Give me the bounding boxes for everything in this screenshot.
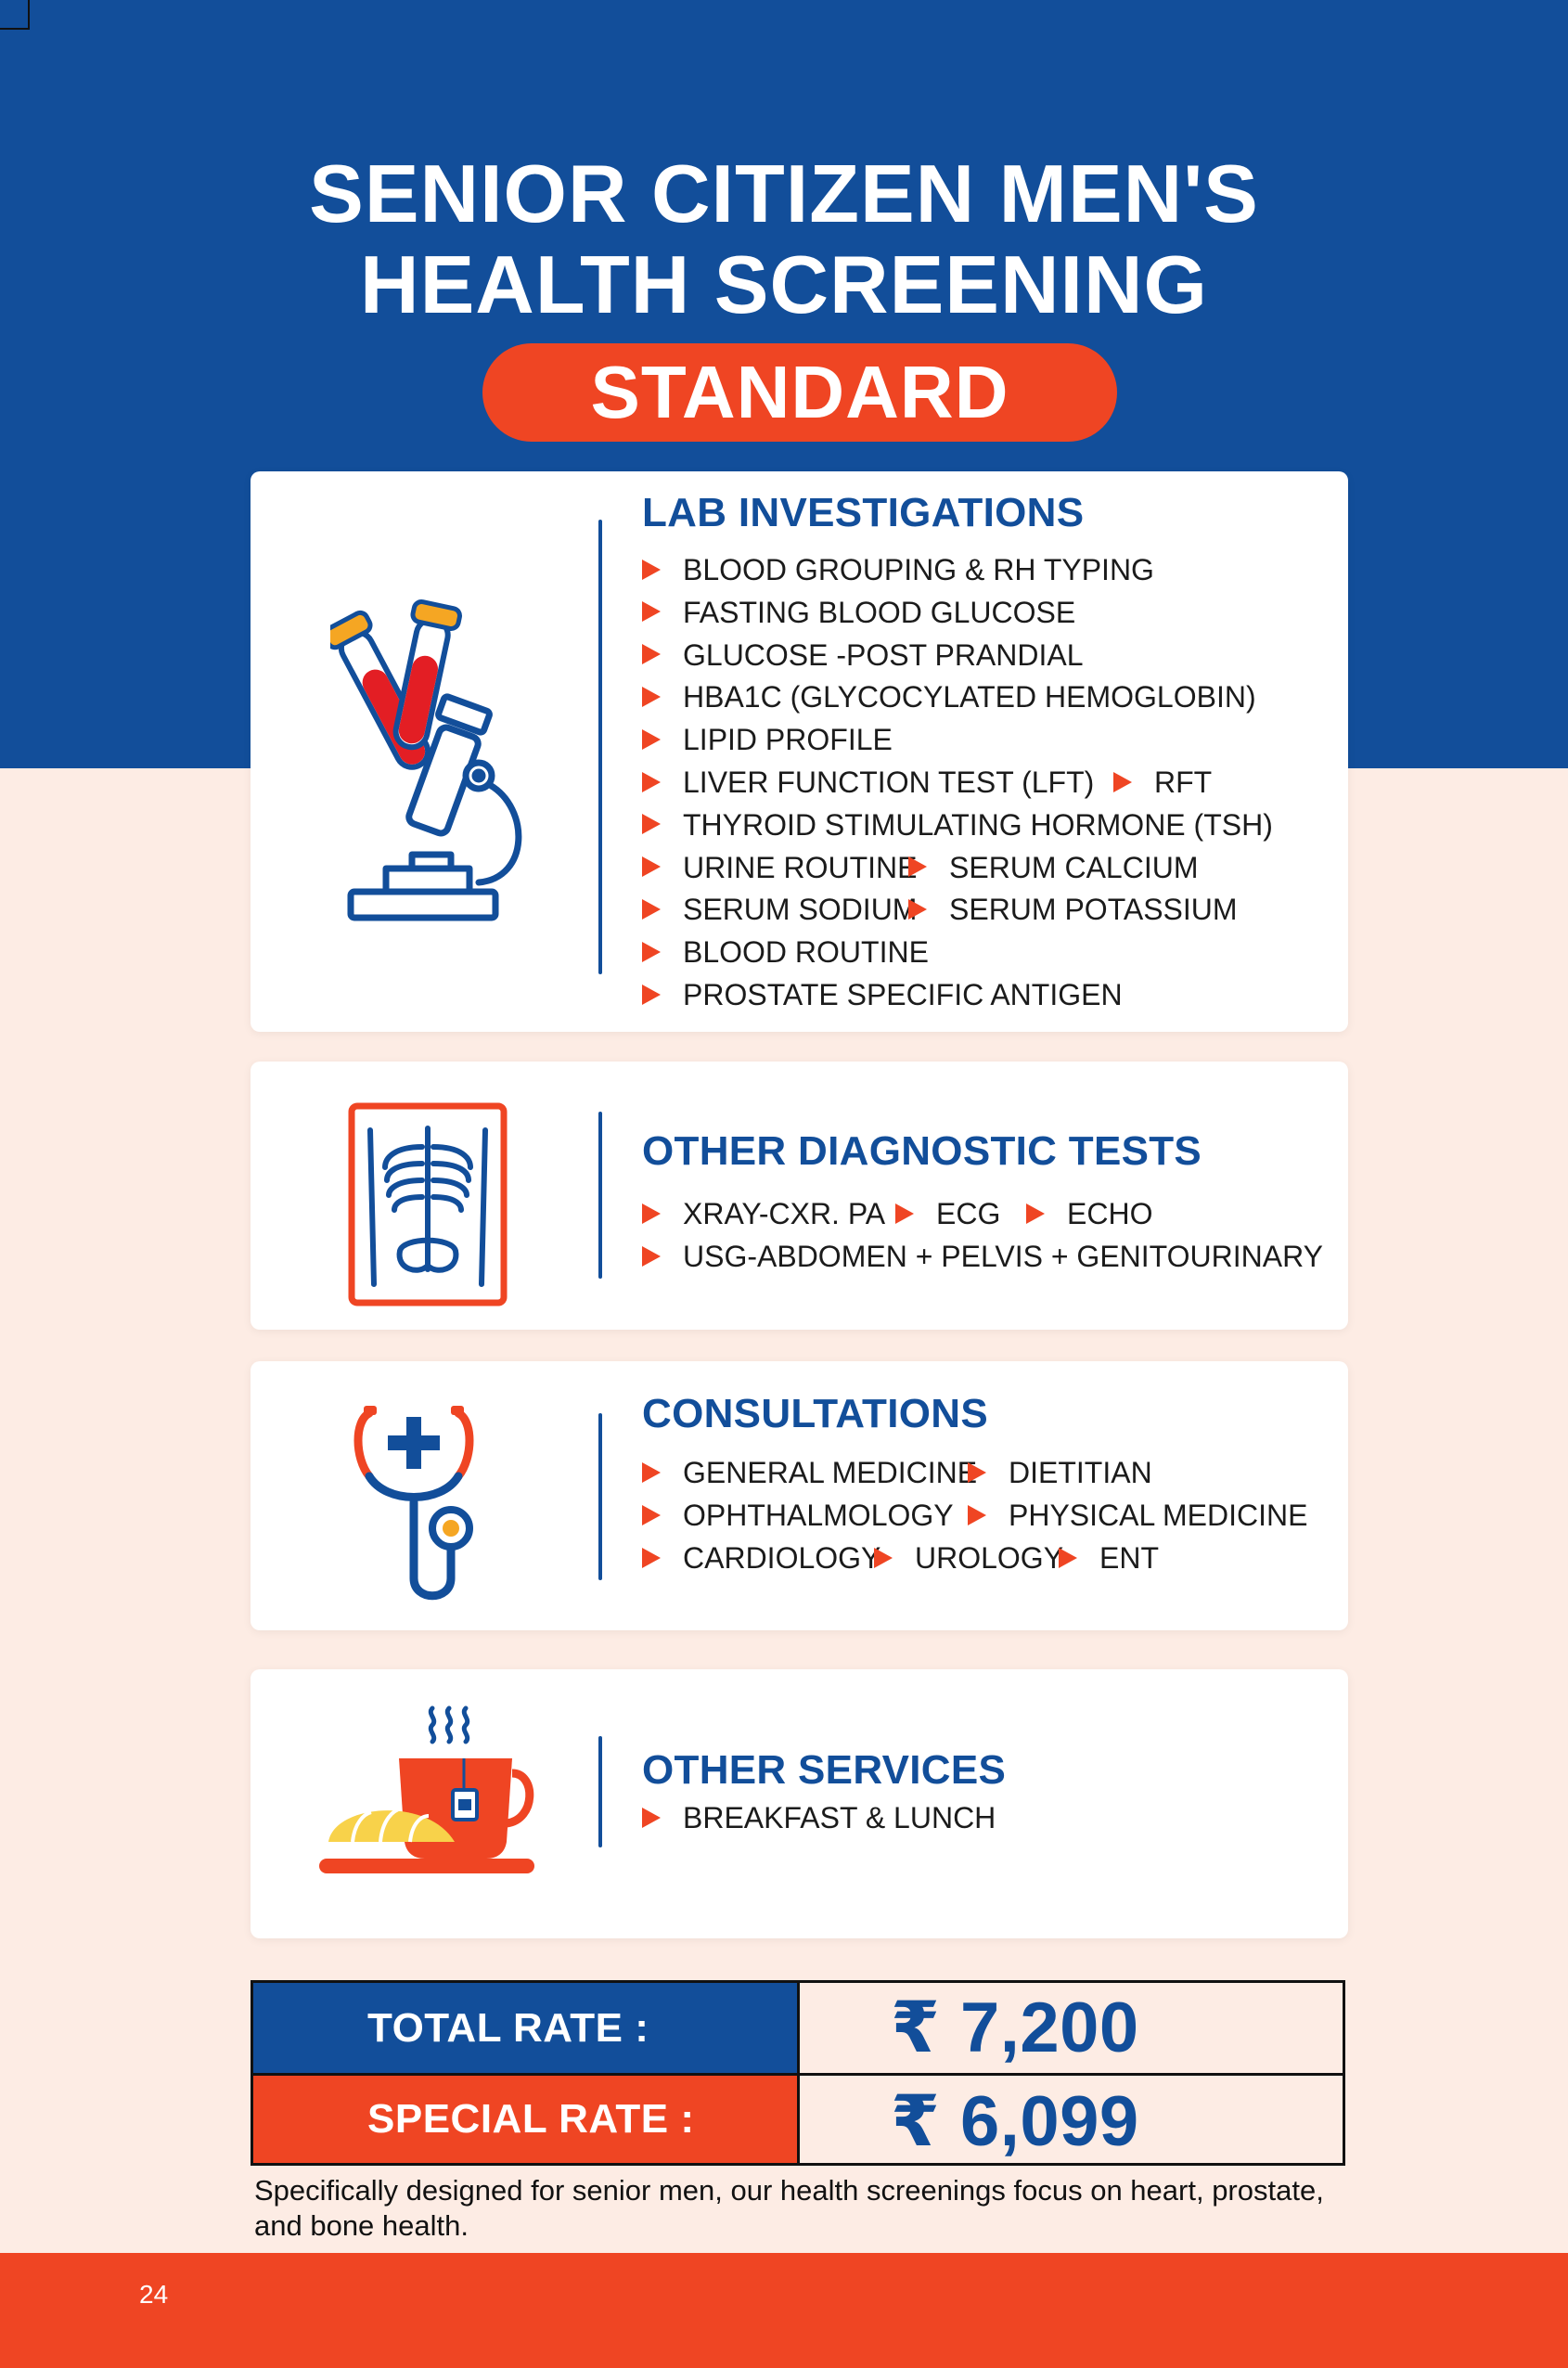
list-item <box>642 1454 977 1491</box>
list-row <box>642 891 1310 928</box>
list-item <box>895 1195 1000 1232</box>
list-row <box>642 637 1310 674</box>
stethoscope-icon <box>349 1393 497 1606</box>
list-row <box>642 678 1310 715</box>
bullet-triangle-icon <box>642 772 661 792</box>
list-item <box>642 1799 996 1836</box>
list-item-label: URINE ROUTINE <box>683 850 918 884</box>
bullet-triangle-icon <box>968 1462 986 1483</box>
list-item <box>642 1238 1323 1275</box>
list-item-label: DIETITIAN <box>1009 1456 1152 1489</box>
bullet-triangle-icon <box>642 856 661 877</box>
total-rate-value: ₹ 7,200 <box>797 1983 1343 2073</box>
diagnostic-heading: OTHER DIAGNOSTIC TESTS <box>642 1128 1202 1174</box>
footer-band <box>0 2253 1568 2368</box>
bullet-triangle-icon <box>642 1548 661 1568</box>
special-rate-value: ₹ 6,099 <box>797 2076 1343 2163</box>
list-row <box>642 1799 1310 1836</box>
list-row <box>642 721 1310 758</box>
list-item <box>1113 764 1212 801</box>
bullet-triangle-icon <box>642 687 661 707</box>
bullet-triangle-icon <box>874 1548 893 1568</box>
list-row <box>642 1539 1310 1577</box>
list-item <box>908 891 1238 928</box>
bullet-triangle-icon <box>642 1246 661 1267</box>
diagnostic-tests-card <box>251 1062 1348 1330</box>
section-divider <box>598 520 602 974</box>
bullet-triangle-icon <box>642 985 661 1005</box>
list-row <box>642 594 1310 631</box>
list-item-label: SERUM SODIUM <box>683 893 918 927</box>
list-item <box>908 849 1198 886</box>
list-item-label: PHYSICAL MEDICINE <box>1009 1499 1308 1532</box>
list-item <box>642 551 1154 588</box>
list-item-label: OPHTHALMOLOGY <box>683 1499 954 1532</box>
xray-skeleton-icon <box>348 1102 508 1306</box>
description-note: Specifically designed for senior men, our health screenings focus on heart, prostate, and bone health. <box>254 2174 1324 2242</box>
breakfast-tea-icon <box>315 1703 538 1888</box>
section-divider <box>598 1413 602 1580</box>
list-item-label: ECHO <box>1067 1197 1153 1230</box>
bullet-triangle-icon <box>908 856 927 877</box>
list-item-label: SERUM CALCIUM <box>949 850 1199 884</box>
bullet-triangle-icon <box>895 1203 914 1224</box>
lab-investigations-card <box>251 471 1348 1032</box>
rate-table <box>251 1980 1345 2166</box>
bullet-triangle-icon <box>968 1505 986 1525</box>
services-heading: OTHER SERVICES <box>642 1747 1007 1793</box>
list-item <box>968 1497 1307 1534</box>
crop-mark-top <box>0 0 30 30</box>
bullet-triangle-icon <box>642 814 661 834</box>
list-item-label: PROSTATE SPECIFIC ANTIGEN <box>683 978 1123 1011</box>
list-item-label: BREAKFAST & LUNCH <box>683 1801 996 1834</box>
list-item <box>642 637 1084 674</box>
bullet-triangle-icon <box>1113 772 1132 792</box>
other-services-card <box>251 1669 1348 1938</box>
bullet-triangle-icon <box>642 644 661 664</box>
list-item <box>1059 1539 1159 1577</box>
list-item-label: BLOOD GROUPING & RH TYPING <box>683 553 1154 586</box>
microscope-test-tubes-icon <box>330 599 534 933</box>
list-item-label: RFT <box>1154 766 1213 799</box>
list-row <box>642 1195 1310 1232</box>
consultations-card <box>251 1361 1348 1630</box>
list-item <box>642 806 1273 843</box>
list-row <box>642 1497 1310 1534</box>
title-line-1: SENIOR CITIZEN MEN'S <box>309 148 1259 239</box>
list-row <box>642 1454 1310 1491</box>
section-divider <box>598 1112 602 1279</box>
page-title <box>0 148 1568 330</box>
list-item-label: USG-ABDOMEN + PELVIS + GENITOURINARY <box>683 1240 1323 1273</box>
list-item <box>642 933 929 971</box>
list-item <box>642 678 1256 715</box>
list-item-label: SERUM POTASSIUM <box>949 893 1238 927</box>
bullet-triangle-icon <box>642 942 661 962</box>
list-row <box>642 764 1310 801</box>
list-item <box>642 891 917 928</box>
bullet-triangle-icon <box>642 1462 661 1483</box>
list-item <box>874 1539 1063 1577</box>
bullet-triangle-icon <box>908 899 927 920</box>
list-item-label: THYROID STIMULATING HORMONE (TSH) <box>683 807 1273 842</box>
title-line-2: HEALTH SCREENING <box>360 238 1208 330</box>
list-item-label: ENT <box>1099 1541 1159 1575</box>
list-item-label: HBA1C (GLYCOCYLATED HEMOGLOBIN) <box>683 680 1256 714</box>
bullet-triangle-icon <box>642 1203 661 1224</box>
list-item <box>642 1539 880 1577</box>
list-item-label: LIPID PROFILE <box>683 723 893 757</box>
list-item <box>642 594 1075 631</box>
list-item <box>642 849 917 886</box>
bullet-triangle-icon <box>1026 1203 1045 1224</box>
package-badge: STANDARD <box>482 343 1117 442</box>
list-item <box>642 764 1094 801</box>
list-item-label: ECG <box>936 1197 1001 1230</box>
bullet-triangle-icon <box>642 601 661 622</box>
list-item-label: UROLOGY <box>915 1541 1064 1575</box>
list-item-label: XRAY-CXR. PA <box>683 1197 886 1230</box>
bullet-triangle-icon <box>642 1505 661 1525</box>
list-row <box>642 1238 1323 1275</box>
lab-heading: LAB INVESTIGATIONS <box>642 490 1085 535</box>
list-item-label: BLOOD ROUTINE <box>683 935 929 970</box>
consultations-heading: CONSULTATIONS <box>642 1391 988 1436</box>
bullet-triangle-icon <box>642 899 661 920</box>
list-item <box>642 976 1123 1013</box>
list-row <box>642 849 1310 886</box>
list-item-label: GLUCOSE -POST PRANDIAL <box>683 637 1084 672</box>
list-row <box>642 976 1310 1013</box>
list-item <box>642 1497 954 1534</box>
page-number: 24 <box>139 2280 169 2309</box>
list-item-label: GENERAL MEDICINE <box>683 1456 978 1489</box>
list-row <box>642 806 1310 843</box>
section-divider <box>598 1736 602 1847</box>
list-item-label: FASTING BLOOD GLUCOSE <box>683 595 1076 629</box>
bullet-triangle-icon <box>1059 1548 1077 1568</box>
total-rate-label: TOTAL RATE : <box>253 1983 797 2073</box>
list-item <box>1026 1195 1152 1232</box>
list-row <box>642 933 1310 971</box>
bullet-triangle-icon <box>642 1808 661 1828</box>
list-row <box>642 551 1310 588</box>
bullet-triangle-icon <box>642 729 661 750</box>
list-item <box>642 721 893 758</box>
special-rate-label: SPECIAL RATE : <box>253 2076 797 2163</box>
list-item <box>968 1454 1152 1491</box>
bullet-triangle-icon <box>642 560 661 580</box>
list-item <box>642 1195 885 1232</box>
list-item-label: CARDIOLOGY <box>683 1541 881 1575</box>
list-item-label: LIVER FUNCTION TEST (LFT) <box>683 766 1095 799</box>
